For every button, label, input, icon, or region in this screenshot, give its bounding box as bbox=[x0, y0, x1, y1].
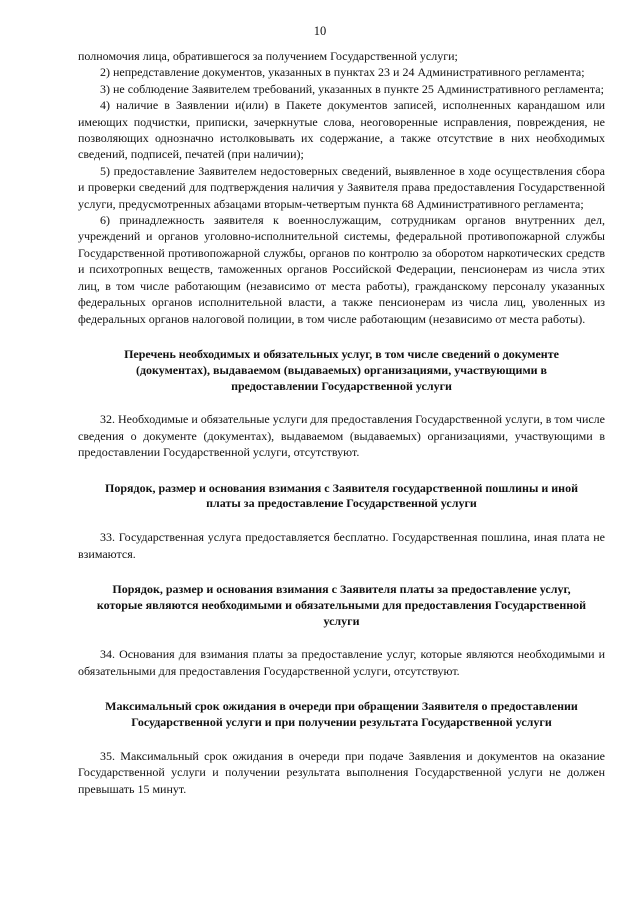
section-heading-state-fee: Порядок, размер и основания взимания с Заявителя государственной пошлины и иной платы за предоставление Государственной услуги bbox=[105, 480, 578, 511]
paragraph-35: 35. Максимальный срок ожидания в очереди при подаче Заявления и документов на оказание Государственной услуги и получении результата выполнения Государственной услуги не должен превышать 15 минут. bbox=[78, 748, 605, 796]
page-number: 10 bbox=[313, 24, 327, 38]
list-item-4: 4) наличие в Заявлении и(или) в Пакете документов записей, исполненных карандашом или имеющих подчистки, приписки, зачеркнутые слова, неоговоренные исправления, повреждения, не позволяющих однозначно истолковывать их содержание, а также отсутствие в них необходимых сведений, подписей, печатей (при наличии); bbox=[78, 98, 605, 162]
list-item-2: 2) непредставление документов, указанных в пунктах 23 и 24 Административного регламента; bbox=[100, 65, 585, 80]
paragraph-continuation: полномочия лица, обратившегося за получением Государственной услуги; bbox=[78, 49, 458, 63]
list-item-5: 5) предоставление Заявителем недостоверных сведений, выявленное в ходе осуществления сбора и проверки сведений для подтверждения наличия у Заявителя права предоставления Государственной услуги, предусмотренных абзацами вторым-четвертым пункта 68 Административного регламента; bbox=[78, 163, 605, 211]
section-heading-queue-time: Максимальный срок ожидания в очереди при обращении Заявителя о предоставлении Государственной услуги и при получении результата Государственной услуги bbox=[105, 699, 578, 729]
paragraph-34: 34. Основания для взимания платы за предоставление услуг, которые являются необходимыми и обязательными для предоставления Государственной услуги, отсутствуют. bbox=[78, 647, 605, 678]
section-heading-service-fee: Порядок, размер и основания взимания с Заявителя платы за предоставление услуг, которые являются необходимыми и обязательными для предоставления Государственной услуги bbox=[96, 581, 587, 628]
page-content bbox=[78, 48, 605, 797]
paragraph-33: 33. Государственная услуга предоставляется бесплатно. Государственная пошлина, иная плата не взимаются. bbox=[78, 530, 605, 561]
list-item-3: 3) не соблюдение Заявителем требований, указанных в пункте 25 Административного регламента; bbox=[100, 81, 604, 96]
list-item-6: 6) принадлежность заявителя к военнослужащим, сотрудникам органов внутренних дел, учреждений и органов уголовно-исполнительной системы, федеральной противопожарной службы Государственной противопожарной службы, органов по контролю за оборотом наркотических средств и психотропных веществ, таможенных органов Российской Федерации, пенсионерам из числа этих лиц, в том числе работающим (независимо от места работы), гражданскому персоналу указанных федеральных органов исполнительной власти, а также пенсионерам из числа лиц, уволенных из федеральных органов налоговой полиции, в том числе работающим (независимо от места работы). bbox=[78, 213, 605, 326]
paragraph-32: 32. Необходимые и обязательные услуги для предоставления Государственной услуги, в том числе сведения о документе (документах), выдаваемом (выдаваемых) организациями, участвующими в предоставлении Государственной услуги, отсутствуют. bbox=[78, 412, 605, 460]
section-heading-required-services: Перечень необходимых и обязательных услуг, в том числе сведений о документе (документах), выдаваемом (выдаваемых) организациями, участвующими в предоставлении Государственной услуги bbox=[124, 346, 559, 393]
